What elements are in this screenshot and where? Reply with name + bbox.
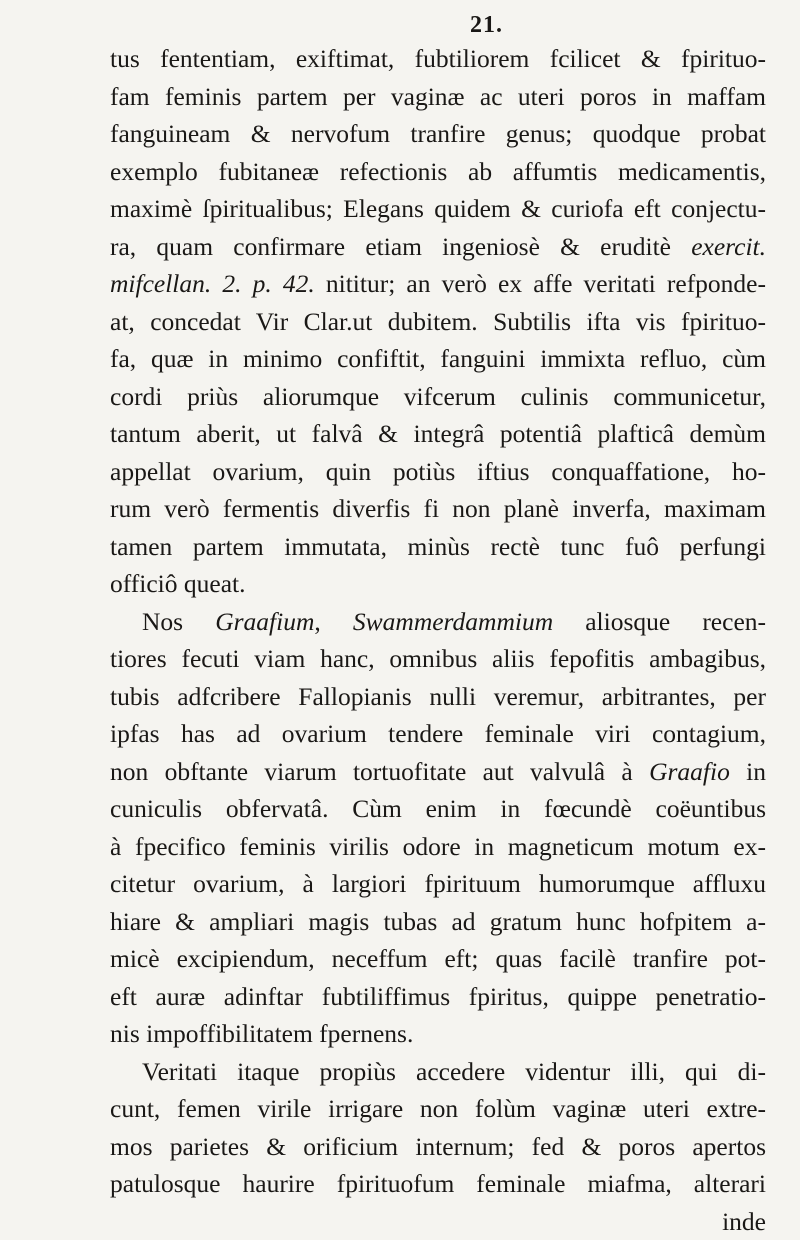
- text-run: cuniculis obfervatâ. Cùm enim in fœcundè coëuntibus: [110, 794, 766, 823]
- text-run: nititur; an verò ex affe veritati refponde-: [315, 269, 766, 298]
- text-run: in: [730, 757, 766, 786]
- text-run: at, concedat Vir Clar.ut dubitem. Subtilis ifta vis fpirituo-: [110, 307, 766, 336]
- text-run: ra, quam confirmare etiam ingeniosè & eruditè: [110, 232, 691, 261]
- text-line: [110, 1128, 766, 1166]
- text-run: maximè ſpiritualibus; Elegans quidem & curiofa eft conjectu-: [110, 194, 766, 223]
- page-number: 21.: [470, 12, 503, 39]
- text-run: tantum aberit, ut falvâ & integrâ potentiâ plafticâ demùm: [110, 419, 766, 448]
- text-line: [110, 940, 766, 978]
- text-line: [110, 1053, 766, 1091]
- italic-text: Graafium: [215, 607, 314, 636]
- text-run: Veritati itaque propiùs accedere videntur illi, qui di-: [142, 1057, 766, 1086]
- text-run: citetur ovarium, à largiori fpirituum humorumque affluxu: [110, 869, 766, 898]
- text-run: tus fententiam, exiftimat, fubtiliorem fcilicet & fpirituo-: [110, 44, 766, 73]
- text-line: [110, 903, 766, 941]
- text-line: [110, 978, 766, 1016]
- text-line: [110, 1165, 766, 1203]
- text-run: tubis adfcribere Fallopianis nulli veremur, arbitrantes, per: [110, 682, 766, 711]
- text-run: cunt, femen virile irrigare non folùm vaginæ uteri extre-: [110, 1094, 766, 1123]
- text-run: ,: [314, 607, 353, 636]
- text-line: [110, 190, 766, 228]
- text-line: [110, 603, 766, 641]
- text-run: mos parietes & orificium internum; fed & poros apertos: [110, 1132, 766, 1161]
- text-line: [110, 153, 766, 191]
- text-run: cordi priùs aliorumque vifcerum culinis communicetur,: [110, 382, 766, 411]
- text-line: [110, 78, 766, 116]
- text-run: ipfas has ad ovarium tendere feminale viri contagium,: [110, 719, 766, 748]
- italic-text: Graafio: [649, 757, 730, 786]
- text-line: [110, 40, 766, 78]
- italic-text: Swammerdammium: [353, 607, 553, 636]
- paragraph: [110, 603, 766, 1053]
- text-line: [110, 453, 766, 491]
- text-run: fam feminis partem per vaginæ ac uteri poros in maffam: [110, 82, 766, 111]
- text-line: [110, 828, 766, 866]
- text-line: [110, 340, 766, 378]
- text-line: [110, 1015, 766, 1053]
- text-line: [110, 415, 766, 453]
- text-run: aliosque recen-: [553, 607, 766, 636]
- text-line: [110, 678, 766, 716]
- text-run: fa, quæ in minimo confiftit, fanguini immixta refluo, cùm: [110, 344, 766, 373]
- text-run: patulosque haurire fpirituofum feminale miafma, alterari: [110, 1169, 766, 1198]
- text-run: tiores fecuti viam hanc, omnibus aliis fepofitis ambagibus,: [110, 644, 766, 673]
- text-line: [110, 528, 766, 566]
- text-run: non obftante viarum tortuofitate aut valvulâ à: [110, 757, 649, 786]
- catchword: inde: [110, 1203, 766, 1240]
- paragraph: [110, 1053, 766, 1203]
- text-run: micè excipiendum, neceffum eft; quas facilè tranfire pot-: [110, 944, 766, 973]
- paragraph: [110, 40, 766, 603]
- text-line: [110, 790, 766, 828]
- text-run: nis impoffibilitatem fpernens.: [110, 1019, 413, 1048]
- text-line: [110, 378, 766, 416]
- body-text: [110, 40, 766, 1240]
- text-run: Nos: [142, 607, 215, 636]
- text-run: eft auræ adinftar fubtiliffimus fpiritus, quippe penetratio-: [110, 982, 766, 1011]
- text-run: rum verò fermentis diverfis fi non planè inverfa, maximam: [110, 494, 766, 523]
- text-line: [110, 303, 766, 341]
- text-line: [110, 753, 766, 791]
- text-run: appellat ovarium, quin potiùs iftius conquaffatione, ho-: [110, 457, 766, 486]
- text-run: officiô queat.: [110, 569, 245, 598]
- text-line: [110, 640, 766, 678]
- text-run: exemplo fubitaneæ refectionis ab affumtis medicamentis,: [110, 157, 766, 186]
- text-line: [110, 115, 766, 153]
- text-run: fanguineam & nervofum tranfire genus; quodque probat: [110, 119, 766, 148]
- text-line: [110, 1090, 766, 1128]
- text-run: hiare & ampliari magis tubas ad gratum hunc hofpitem a-: [110, 907, 766, 936]
- italic-text: exercit.: [691, 232, 766, 261]
- text-run: tamen partem immutata, minùs rectè tunc fuô perfungi: [110, 532, 766, 561]
- text-line: [110, 265, 766, 303]
- text-line: [110, 865, 766, 903]
- text-line: [110, 490, 766, 528]
- text-line: [110, 715, 766, 753]
- italic-text: mifcellan. 2. p. 42.: [110, 269, 315, 298]
- text-line: [110, 565, 766, 603]
- text-run: à fpecifico feminis virilis odore in magneticum motum ex-: [110, 832, 766, 861]
- text-line: [110, 228, 766, 266]
